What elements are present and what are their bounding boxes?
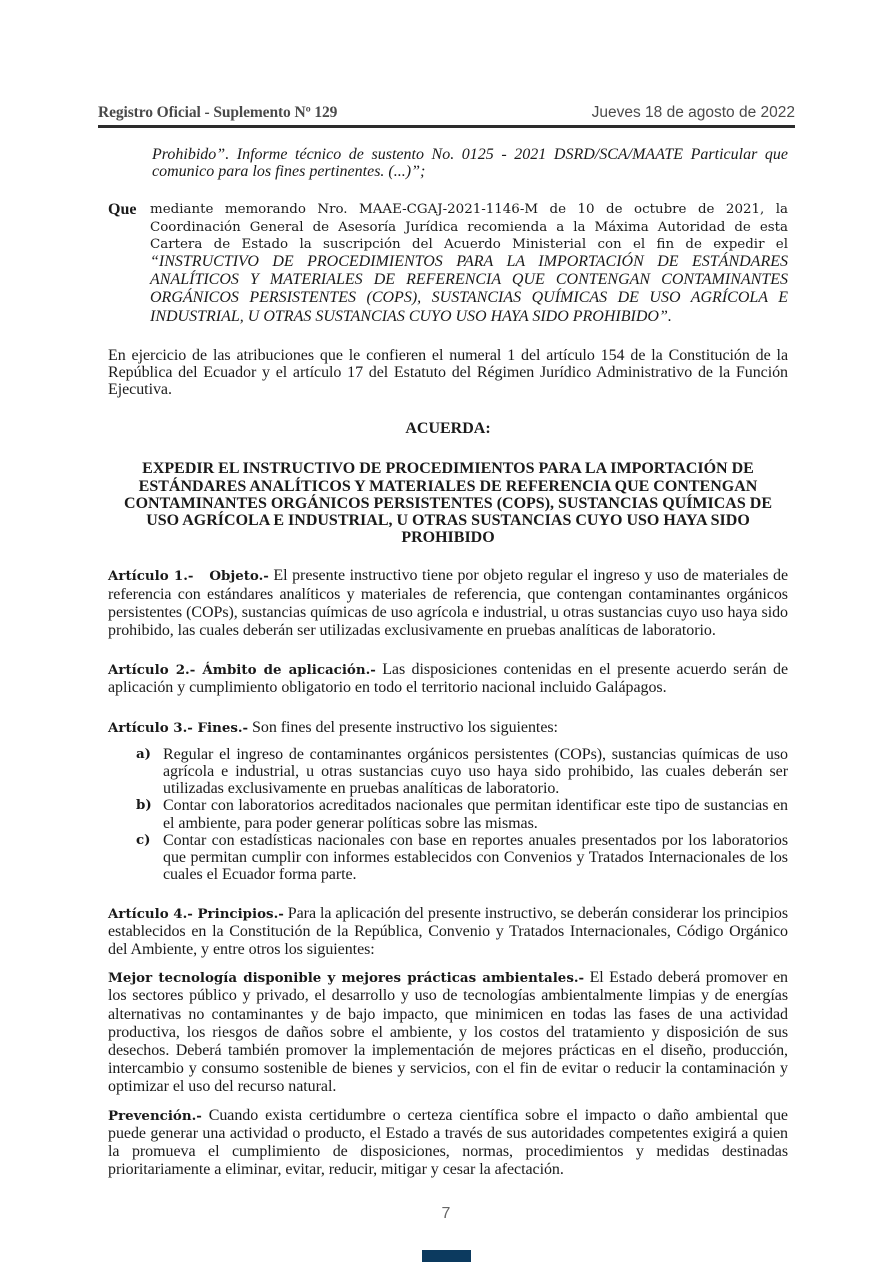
page-header — [98, 102, 795, 124]
considerando-paragraph — [108, 201, 788, 325]
article-1-text: El presente instructivo tiene por objeto regular el ingreso y uso de materiales de referencia con estándares analíticos y materiales de referencia, que contengan contaminantes orgánicos persistentes (COPs), sustancias químicas de uso agrícola e industrial, u otras sustancias cuyo uso haya sido prohibido, las cuales deberán ser utilizadas exclusivamente en pruebas analíticas de laboratorio. — [108, 567, 788, 640]
ejercicio-paragraph: En ejercicio de las atribuciones que le confieren el numeral 1 del artículo 154 de la Constitución de la República del Ecuador y el artículo 17 del Estatuto del Régimen Jurídico Administrativo de la Función Ejecutiva. — [108, 346, 788, 399]
header-divider — [98, 125, 795, 128]
article-4-heading: Artículo 4.- Principios.- — [108, 905, 284, 922]
principle-2-text: Cuando exista certidumbre o certeza científica sobre el impacto o daño ambiental que puede generar una actividad o producto, el Estado a través de sus autoridades competentes exigirá a quien la promueva el cumplimiento de disposiciones, normas, procedimientos y medidas destinadas prioritariamente a eliminar, evitar, reducir, mitigar y cesar la afectación. — [108, 1106, 788, 1179]
previous-quote-ending: Prohibido”. Informe técnico de sustento No. 0125 - 2021 DSRD/SCA/MAATE Particular que comunico para los fines pertinentes. (...)”; — [152, 146, 788, 181]
article-3 — [108, 719, 788, 737]
principle-1-heading: Mejor tecnología disponible y mejores prácticas ambientales.- — [108, 970, 585, 987]
list-item-text: Contar con estadísticas nacionales con base en reportes anuales presentados por los laboratorios que permitan cumplir con informes establecidos con Convenios y Tratados Internacionales de los cuales el Ecuador forma parte. — [163, 831, 788, 884]
considerando-quote: “INSTRUCTIVO DE PROCEDIMIENTOS PARA LA IMPORTACIÓN DE ESTÁNDARES ANALÍTICOS Y MATERIALES DE REFERENCIA QUE CONTENGAN CONTAMINANTES ORGÁNICOS PERSISTENTES (COPS), SUSTANCIAS QUÍMICAS DE USO AGRÍCOLA E INDUSTRIAL, U OTRAS SUSTANCIAS CUYO USO HAYA SIDO PROHIBIDO”. — [150, 253, 788, 325]
list-item-text: Regular el ingreso de contaminantes orgánicos persistentes (COPs), sustancias químicas de uso agrícola e industrial, u otras sustancias cuyo uso haya sido prohibido, las cuales deberán ser utilizadas exclusivamente en pruebas analíticas de laboratorio. — [163, 745, 788, 798]
page-number: 7 — [441, 1205, 451, 1222]
article-2-text: Las disposiciones contenidas en el presente acuerdo serán de aplicación y cumplimiento obligatorio en todo el territorio nacional incluido Galápagos. — [108, 661, 788, 697]
list-item — [136, 797, 788, 831]
article-2-heading: Artículo 2.- Ámbito de aplicación.- — [108, 662, 376, 679]
article-4-text: Para la aplicación del presente instructivo, se deberán considerar los principios establecidos en la Constitución de la República, Convenio y Tratados Internacionales, Código Orgánico del Ambiente, y entre otros los siguientes: — [108, 904, 789, 958]
list-item — [136, 832, 788, 884]
article-1 — [108, 567, 788, 640]
considerando-keyword: Que — [108, 201, 137, 219]
article-1-heading: Artículo 1.- Objeto.- — [108, 568, 269, 585]
article-4 — [108, 905, 788, 960]
principle-prevention — [108, 1107, 788, 1180]
list-marker: a) — [136, 745, 152, 762]
publication-date: Jueves 18 de agosto de 2022 — [591, 104, 795, 121]
instructivo-title: EXPEDIR EL INSTRUCTIVO DE PROCEDIMIENTOS PARA LA IMPORTACIÓN DE ESTÁNDARES ANALÍTICOS Y MATERIALES DE REFERENCIA QUE CONTENGAN CONTAMINANTES ORGÁNICOS PERSISTENTES (COPS), SUSTANCIAS QUÍMICAS DE USO AGRÍCOLA E INDUSTRIAL, U OTRAS SUSTANCIAS CUYO USO HAYA SIDO PROHIBIDO — [124, 460, 772, 547]
acuerda-heading: ACUERDA: — [405, 420, 491, 438]
article-2 — [108, 661, 788, 697]
publication-title: Registro Oficial - Suplemento Nº 129 — [98, 104, 338, 121]
list-marker: b) — [136, 797, 152, 814]
principle-2-heading: Prevención.- — [108, 1107, 202, 1124]
document-body — [108, 146, 788, 1179]
article-3-list — [108, 746, 788, 884]
list-item — [136, 746, 788, 798]
principle-1-text: El Estado deberá promover en los sectores público y privado, el desarrollo y uso de tecnologías ambientalmente limpias y de energías alternativas no contaminantes y de bajo impacto, que minimicen en todas las fases de una actividad productiva, los riesgos de daños sobre el ambiente, y los costos del tratamiento y disposición de sus desechos. Deberá también promover la implementación de mejores prácticas en el diseño, producción, intercambio y consumo sostenible de bienes y servicios, con el fin de evitar o reducir la contaminación y optimizar el uso del recurso natural. — [108, 969, 788, 1096]
list-item-text: Contar con laboratorios acreditados nacionales que permitan identificar este tipo de sustancias en el ambiente, para poder generar políticas sobre las mismas. — [163, 797, 788, 832]
footer-brand-bar — [422, 1250, 471, 1262]
considerando-text: mediante memorando Nro. MAAE-CGAJ-2021-1146-M de 10 de octubre de 2021, la Coordinación General de Asesoría Jurídica recomienda a la Máxima Autoridad de esta Cartera de Estado la suscripción del Acuerdo Ministerial con el fin de expedir el — [150, 202, 788, 252]
article-3-text: Son fines del presente instructivo los siguientes: — [248, 718, 558, 736]
principle-best-technology — [108, 969, 788, 1096]
article-3-heading: Artículo 3.- Fines.- — [108, 719, 249, 736]
list-marker: c) — [136, 831, 151, 848]
